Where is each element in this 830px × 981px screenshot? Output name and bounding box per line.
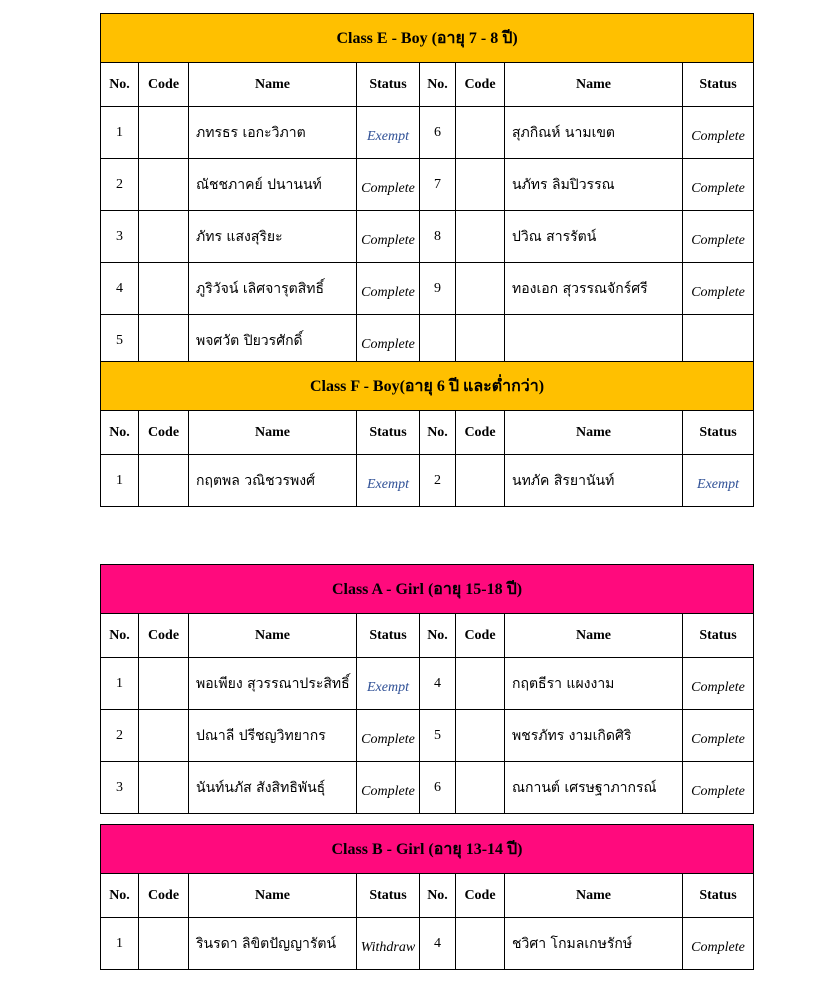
row-status: Complete [683, 211, 754, 263]
header-name: Name [505, 614, 683, 658]
row-code [139, 263, 189, 315]
header-code: Code [456, 614, 505, 658]
class-b-girl-table [100, 824, 753, 970]
row-name: พชรภัทร งามเกิดศิริ [505, 710, 683, 762]
row-status: Complete [683, 159, 754, 211]
row-name [505, 315, 683, 367]
row-number: 1 [101, 918, 139, 970]
row-name: ณัชชภาคย์ ปนานนท์ [189, 159, 357, 211]
row-name: นันท์นภัส สังสิทธิพันธุ์ [189, 762, 357, 814]
header-code: Code [139, 614, 189, 658]
row-number: 5 [420, 710, 456, 762]
header-name: Name [189, 874, 357, 918]
row-name: ปณาลี ปรีชญวิทยากร [189, 710, 357, 762]
table-row [101, 658, 754, 710]
row-code [139, 918, 189, 970]
row-number: 2 [420, 455, 456, 507]
header-no: No. [101, 874, 139, 918]
header-status: Status [357, 614, 420, 658]
row-name: กฤตพล วณิชวรพงศ์ [189, 455, 357, 507]
table-row [101, 211, 754, 263]
row-code [456, 107, 505, 159]
row-code [456, 211, 505, 263]
row-name: นภัทร ลิมปิวรรณ [505, 159, 683, 211]
row-status: Complete [357, 211, 420, 263]
row-code [139, 211, 189, 263]
header-code: Code [456, 874, 505, 918]
header-name: Name [189, 63, 357, 107]
row-name: สุภกิณห์ นามเขต [505, 107, 683, 159]
row-number: 1 [101, 107, 139, 159]
row-number: 6 [420, 107, 456, 159]
row-status: Complete [357, 710, 420, 762]
row-status: Exempt [357, 107, 420, 159]
header-status: Status [683, 614, 754, 658]
row-status: Exempt [683, 455, 754, 507]
row-status: Exempt [357, 658, 420, 710]
row-number: 9 [420, 263, 456, 315]
row-name: ภัทร แสงสุริยะ [189, 211, 357, 263]
table-title: Class A - Girl (อายุ 15-18 ปี) [101, 565, 754, 614]
header-code: Code [139, 411, 189, 455]
header-code: Code [139, 63, 189, 107]
header-no: No. [420, 411, 456, 455]
header-no: No. [420, 614, 456, 658]
table-row [101, 159, 754, 211]
row-code [456, 455, 505, 507]
row-number: 3 [101, 762, 139, 814]
header-status: Status [683, 411, 754, 455]
table-title: Class E - Boy (อายุ 7 - 8 ปี) [101, 14, 754, 63]
row-status: Complete [683, 762, 754, 814]
row-status: Complete [357, 159, 420, 211]
row-status: Complete [683, 263, 754, 315]
row-number [420, 315, 456, 367]
row-code [456, 658, 505, 710]
row-name: นทภัค สิรยานันท์ [505, 455, 683, 507]
row-status: Complete [683, 658, 754, 710]
header-name: Name [505, 63, 683, 107]
row-code [456, 710, 505, 762]
row-number: 1 [101, 658, 139, 710]
row-number: 8 [420, 211, 456, 263]
header-name: Name [189, 614, 357, 658]
table-row [101, 762, 754, 814]
header-no: No. [420, 874, 456, 918]
row-code [456, 315, 505, 367]
row-number: 4 [420, 918, 456, 970]
table-row [101, 918, 754, 970]
row-name: กฤตธีรา แผงงาม [505, 658, 683, 710]
row-name: ณกานต์ เศรษฐาภากรณ์ [505, 762, 683, 814]
row-name: ปวิณ สารรัตน์ [505, 211, 683, 263]
row-name: พอเพียง สุวรรณาประสิทธิ์ [189, 658, 357, 710]
row-number: 4 [420, 658, 456, 710]
row-status: Complete [357, 263, 420, 315]
row-status: Complete [683, 918, 754, 970]
row-code [456, 762, 505, 814]
row-code [139, 455, 189, 507]
row-status [683, 315, 754, 367]
row-code [139, 107, 189, 159]
row-code [139, 658, 189, 710]
header-code: Code [456, 63, 505, 107]
row-status: Complete [357, 315, 420, 367]
row-number: 2 [101, 159, 139, 211]
row-code [139, 159, 189, 211]
class-a-girl-table [100, 564, 753, 814]
table-title: Class F - Boy(อายุ 6 ปี และต่ำกว่า) [101, 362, 754, 411]
row-number: 6 [420, 762, 456, 814]
row-code [139, 762, 189, 814]
row-name: พจศวัต ปิยวรศักดิ์ [189, 315, 357, 367]
row-number: 2 [101, 710, 139, 762]
header-status: Status [357, 411, 420, 455]
header-name: Name [189, 411, 357, 455]
header-status: Status [683, 874, 754, 918]
row-number: 4 [101, 263, 139, 315]
row-status: Complete [683, 107, 754, 159]
row-status: Exempt [357, 455, 420, 507]
row-code [456, 263, 505, 315]
header-code: Code [139, 874, 189, 918]
row-name: ชวิศา โกมลเกษรักษ์ [505, 918, 683, 970]
row-number: 1 [101, 455, 139, 507]
table-row [101, 315, 754, 367]
header-name: Name [505, 411, 683, 455]
row-status: Complete [357, 762, 420, 814]
header-status: Status [357, 874, 420, 918]
row-status: Withdraw [357, 918, 420, 970]
row-code [456, 918, 505, 970]
row-status: Complete [683, 710, 754, 762]
header-no: No. [101, 614, 139, 658]
header-code: Code [456, 411, 505, 455]
table-row [101, 263, 754, 315]
row-code [456, 159, 505, 211]
header-no: No. [101, 63, 139, 107]
table-row [101, 107, 754, 159]
header-no: No. [420, 63, 456, 107]
class-f-boy-table [100, 361, 753, 507]
row-name: ทองเอก สุวรรณจักร์ศรี [505, 263, 683, 315]
header-name: Name [505, 874, 683, 918]
table-row [101, 710, 754, 762]
header-status: Status [683, 63, 754, 107]
table-title: Class B - Girl (อายุ 13-14 ปี) [101, 825, 754, 874]
row-number: 3 [101, 211, 139, 263]
row-number: 7 [420, 159, 456, 211]
class-e-boy-table [100, 13, 753, 367]
row-name: รินรดา ลิขิตปัญญารัตน์ [189, 918, 357, 970]
row-code [139, 710, 189, 762]
row-name: ภทรธร เอกะวิภาต [189, 107, 357, 159]
row-code [139, 315, 189, 367]
header-no: No. [101, 411, 139, 455]
header-status: Status [357, 63, 420, 107]
table-row [101, 455, 754, 507]
row-name: ภูริวัจน์ เลิศจารุตสิทธิ์ [189, 263, 357, 315]
row-number: 5 [101, 315, 139, 367]
